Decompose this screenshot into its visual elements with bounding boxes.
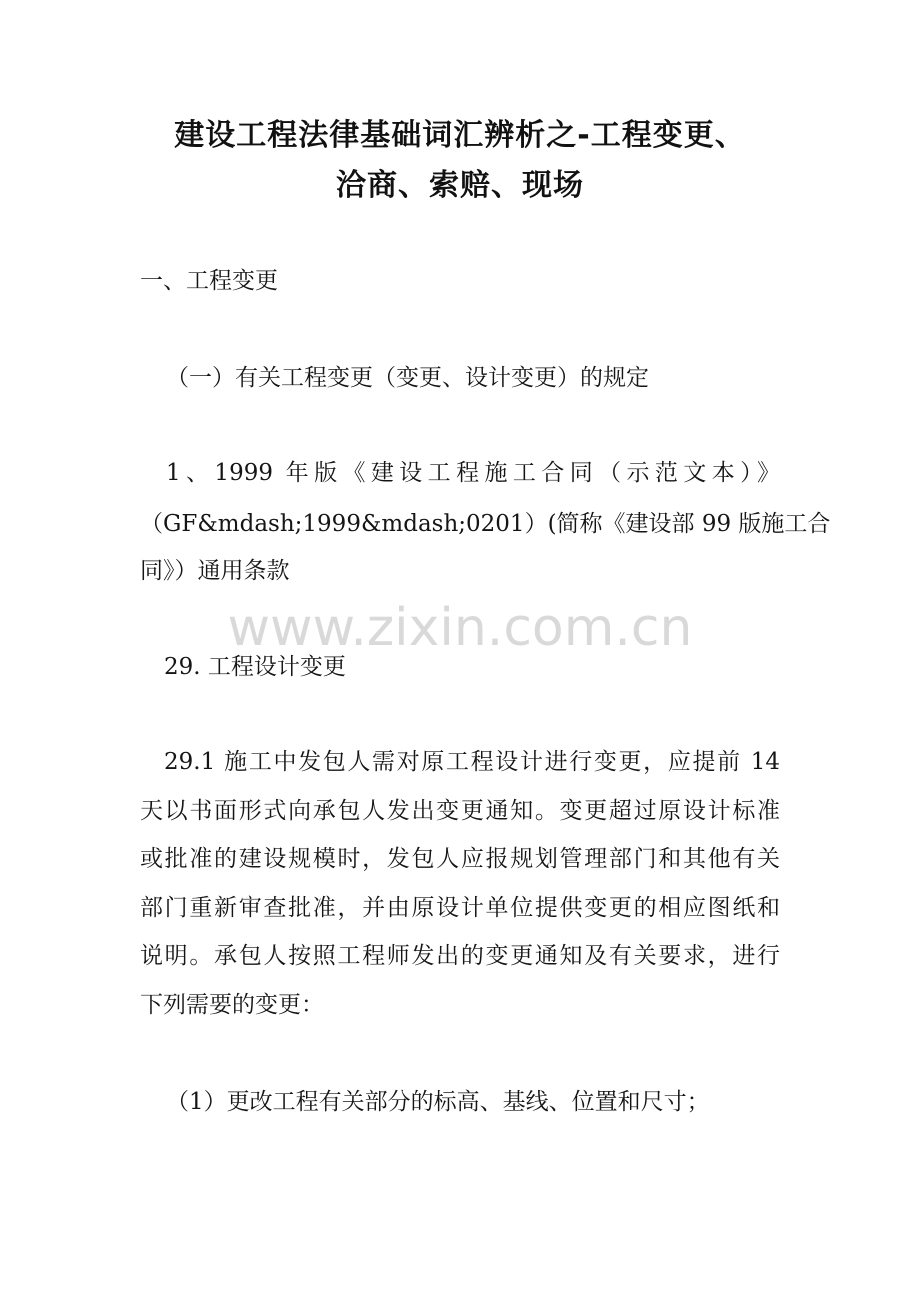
clause-29-1-line-3: 或批准的建设规模时，发包人应报规划管理部门和其他有关 bbox=[140, 846, 780, 872]
section-heading: 一、工程变更 bbox=[140, 268, 278, 294]
clause-29-1-line-6: 下列需要的变更： bbox=[140, 992, 324, 1018]
document-title-line-2: 洽商、索赔、现场 bbox=[336, 168, 584, 203]
list-item-1: （1）更改工程有关部分的标高、基线、位置和尺寸； bbox=[166, 1089, 710, 1115]
clause-29-1-line-4: 部门重新审查批准，并由原设计单位提供变更的相应图纸和 bbox=[140, 895, 780, 921]
document-title-line-1: 建设工程法律基础词汇辨析之-工程变更、 bbox=[174, 118, 746, 153]
contract-ref-line-3: 同》）通用条款 bbox=[140, 558, 290, 584]
contract-ref-line-2: （GF&mdash;1999&mdash;0201）(简称《建设部 99 版施工合 bbox=[140, 511, 831, 537]
watermark: www.zixin.com.cn bbox=[227, 598, 693, 658]
contract-ref-line-1: 1、1999 年版《建设工程施工合同（示范文本）》 bbox=[166, 460, 780, 486]
clause-heading: 29. 工程设计变更 bbox=[164, 654, 346, 680]
clause-29-1-line-1: 29.1 施工中发包人需对原工程设计进行变更，应提前 14 bbox=[164, 749, 780, 775]
subsection-heading: （一）有关工程变更（变更、设计变更）的规定 bbox=[166, 365, 649, 391]
clause-29-1-line-2: 天以书面形式向承包人发出变更通知。变更超过原设计标准 bbox=[140, 798, 780, 824]
clause-29-1-line-5: 说明。承包人按照工程师发出的变更通知及有关要求，进行 bbox=[140, 943, 780, 969]
